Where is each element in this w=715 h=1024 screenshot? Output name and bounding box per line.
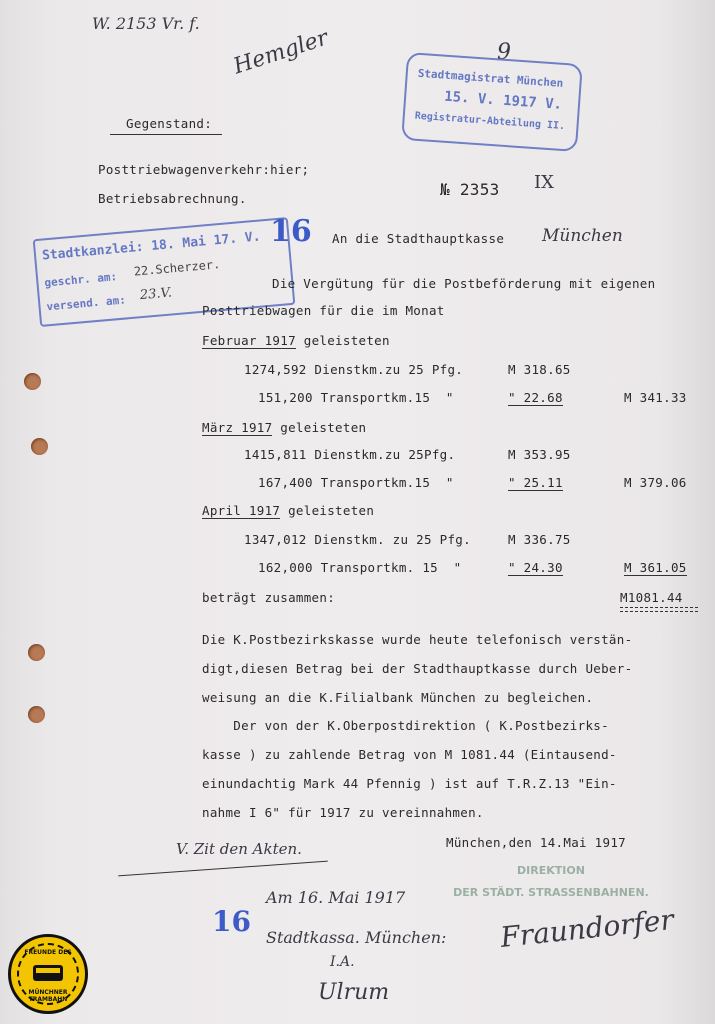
registration-number: № 2353 [440,180,500,199]
sum-label: beträgt zusammen: [202,590,336,605]
month-suffix: geleisteten [295,333,390,348]
number-16-top: 16 [270,214,312,249]
stadtmagistrat-stamp [401,52,583,152]
logo-text-bottom: MÜNCHNER TRAMBAHN [28,989,68,1003]
line-dienstkm: 1415,811 Dienstkm.zu 25Pfg. [244,447,456,462]
subject-line1: Posttriebwagenverkehr:hier; [98,162,310,177]
paragraph-line: Die K.Postbezirkskasse wurde heute telefonisch verstän- [202,632,633,647]
logo-text-top: FREUNDE DES [24,949,72,956]
month-total: M 361.05 [624,560,687,575]
stamp-line: versend. am: [46,293,127,314]
stamp-line: 15. V. 1917 V. [443,88,563,113]
paragraph-line: digt,diesen Betrag bei der Stadthauptkasse durch Ueber- [202,661,633,676]
stamp-line: Registratur-Abteilung II. [414,110,566,133]
month-heading [202,420,366,435]
stamp-line: Stadtmagistrat München [417,66,564,90]
handwritten-line: I.A. [330,954,355,970]
intro-line2: Posttriebwagen für die im Monat [202,303,445,318]
paragraph-line: nahme I 6" für 1917 zu vereinnahmen. [202,805,484,820]
line-dienstkm: 1347,012 Dienstkm. zu 25 Pfg. [244,532,471,547]
month-heading [202,333,390,348]
paragraph-line: kasse ) zu zahlende Betrag von M 1081.44 (Eintausend- [202,747,617,762]
amount-dienstkm: M 318.65 [508,362,571,377]
note-akten: V. Zit den Akten. [176,840,302,858]
handwritten-date: Am 16. Mai 1917 [266,888,406,907]
stamp-line: 22.Scherzer. [133,257,221,279]
punch-hole [31,438,48,455]
paragraph-line: einundachtig Mark 44 Pfennig ) ist auf T.R.Z.13 "Ein- [202,776,617,791]
sum-value: M1081.44 [620,590,683,605]
amount-transportkm: " 22.68 [508,390,563,405]
month-suffix: geleisteten [272,420,367,435]
stamp-line: geschr. am: [43,270,118,290]
direktion-stamp [446,860,656,904]
file-note: W. 2153 Vr. f. [92,14,200,33]
subject-line2: Betriebsabrechnung. [98,191,247,206]
handwritten-line: Stadtkassa. München: [266,928,447,947]
direktion-line: DIREKTION [517,864,585,877]
direktion-line: DER STÄDT. STRASSENBAHNEN. [453,886,649,899]
amount-transportkm: " 25.11 [508,475,563,490]
month-name: März 1917 [202,420,273,435]
amount-dienstkm: M 353.95 [508,447,571,462]
intro-line1: Die Vergütung für die Postbeförderung mit eigenen [272,276,656,291]
line-transportkm: 162,000 Transportkm. 15 " [258,560,462,575]
punch-hole [28,706,45,723]
month-heading [202,503,374,518]
amount-dienstkm: M 336.75 [508,532,571,547]
registration-suffix: IX [534,172,554,193]
month-total: M 379.06 [624,475,687,490]
month-name: Februar 1917 [202,333,296,348]
month-name: April 1917 [202,503,281,518]
subject-label: Gegenstand: [126,116,213,131]
tram-club-logo [8,934,88,1014]
month-suffix: geleisteten [280,503,375,518]
tram-icon [33,965,63,981]
paragraph-line: weisung an die K.Filialbank München zu begleichen. [202,690,594,705]
bottom-signature: Ulrum [318,980,390,1005]
place-date: München,den 14.Mai 1917 [446,835,626,850]
addressee-city: München [542,226,623,246]
stamp-line: 23.V. [139,285,173,304]
line-transportkm: 151,200 Transportkm.15 " [258,390,454,405]
top-signature: Hemgler [230,25,332,80]
stamp-line: Stadtkanzlei: 18. Mai 17. V. [41,229,262,264]
line-transportkm: 167,400 Transportkm.15 " [258,475,454,490]
punch-hole [28,644,45,661]
month-total: M 341.33 [624,390,687,405]
amount-transportkm: " 24.30 [508,560,563,575]
line-dienstkm: 1274,592 Dienstkm.zu 25 Pfg. [244,362,464,377]
paragraph-line: Der von der K.Oberpostdirektion ( K.Postbezirks- [202,718,609,733]
director-signature: Fraundorfer [498,902,676,955]
page-mark: 9 [497,40,511,65]
addressee-prefix: An die Stadthauptkasse [332,231,505,246]
punch-hole [24,373,41,390]
number-16-bottom: 16 [212,905,251,938]
